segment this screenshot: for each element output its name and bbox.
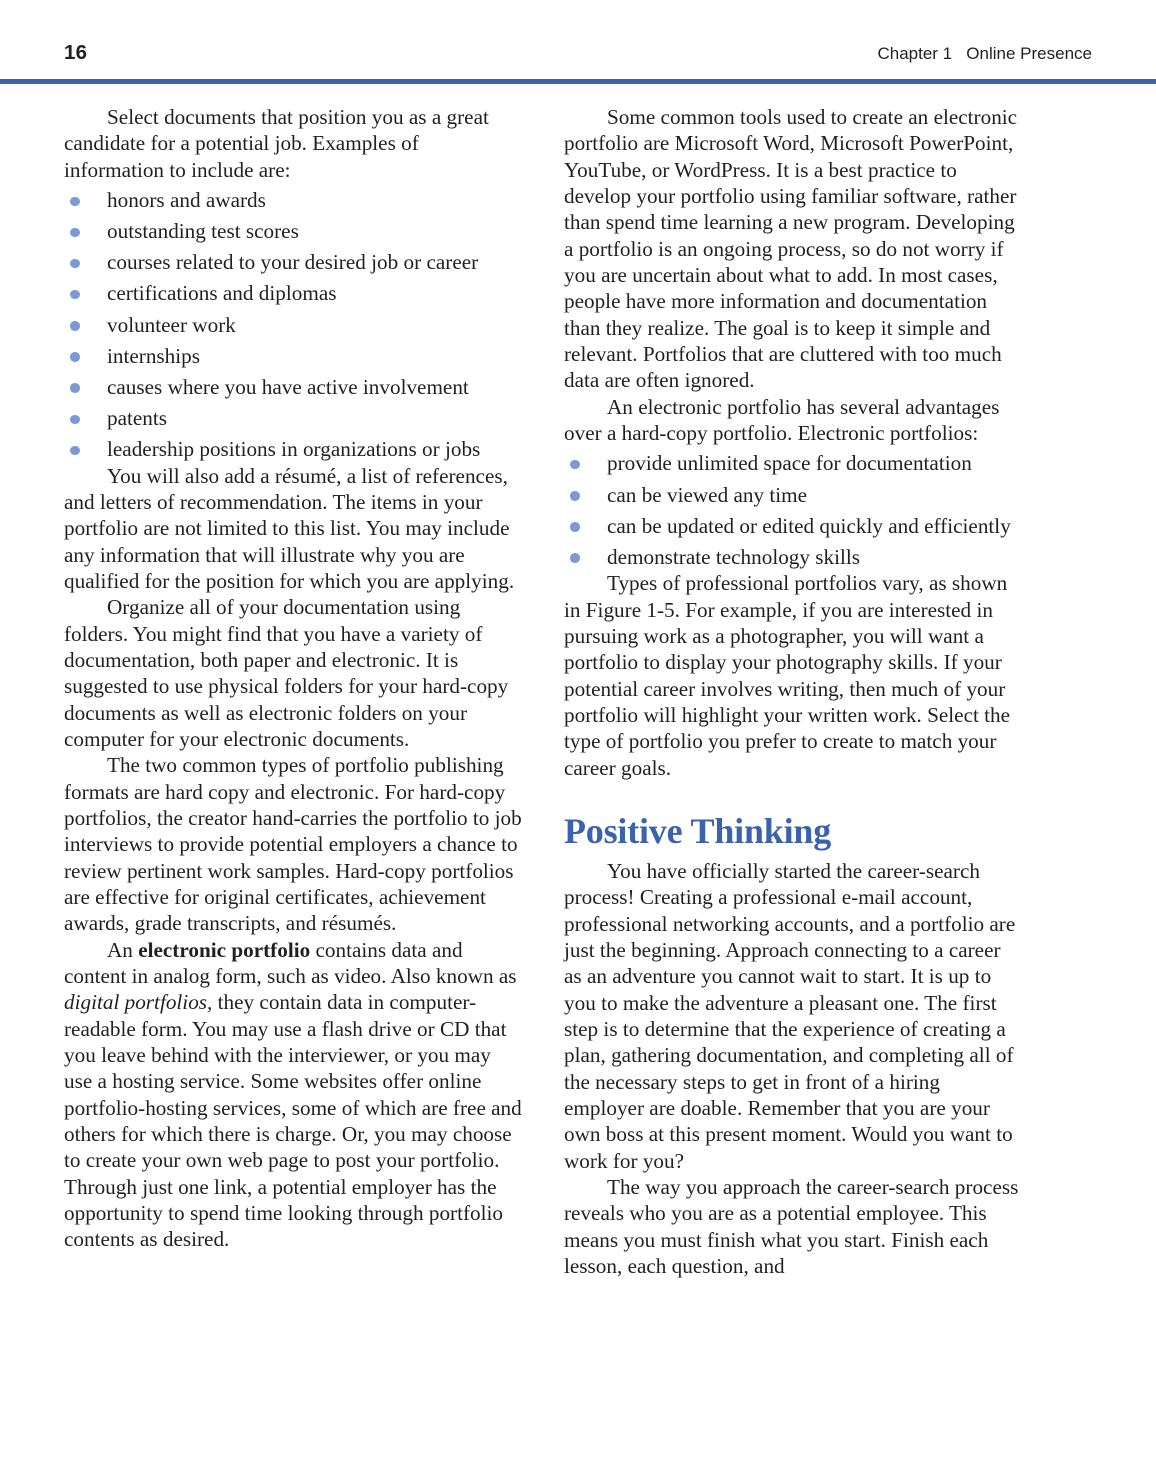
text-run: An [107, 937, 139, 962]
paragraph-electronic-portfolio [64, 937, 522, 1253]
list-item [564, 450, 1022, 476]
list-item-label: courses related to your desired job or career [107, 250, 479, 275]
bullet-icon [570, 553, 580, 563]
list-item-label: outstanding test scores [107, 219, 299, 244]
text-run: they contain data in computer-readable form. You may use a flash drive or CD that you leave behind with the interviewer, or you may use a hosting service. Some websites offer online portfolio-hosting services, some of which are free and others for which there is charge. Or, you may choose to create your own web page to post your portfolio. Through just one link, a potential employer has the opportunity to spend time looking through portfolio contents as desired. [64, 990, 522, 1252]
list-item [64, 343, 522, 369]
list-item [64, 280, 522, 306]
running-head [0, 40, 1156, 78]
list-item [64, 187, 522, 213]
list-item-label: honors and awards [107, 188, 266, 213]
list-item [64, 436, 522, 462]
list-item-label: leadership positions in organizations or jobs [107, 437, 481, 462]
list-item [564, 482, 1022, 508]
paragraph: The two common types of portfolio publishing formats are hard copy and electronic. For hard-copy portfolios, the creator hand-carries the portfolio to job interviews to provide potential employers a chance to review pertinent work samples. Hard-copy portfolios are effective for original certificates, achievement awards, grade transcripts, and résumés. [64, 753, 522, 936]
page-number: 16 [64, 41, 88, 64]
list-item [64, 374, 522, 400]
bullet-list-electronic-advantages [564, 450, 1022, 570]
bullet-icon [70, 321, 80, 331]
bullet-icon [70, 290, 80, 300]
bullet-icon [70, 383, 80, 393]
header-rule [0, 79, 1156, 84]
paragraph: You have officially started the career-search process! Creating a professional e-mail account, professional networking accounts, and a portfolio are just the beginning. Approach connecting to a career as an adventure you cannot wait to start. It is up to you to make the adventure a pleasant one. The first step is to determine that the experience of creating a plan, gathering documentation, and completing all of the necessary steps to get in front of a hiring employer are doable. Remember that you are your own boss at this present moment. Would you want to work for you? [564, 858, 1016, 1173]
list-item [64, 405, 522, 431]
running-title: Chapter 1 Online Presence [877, 44, 1092, 63]
list-item [564, 544, 1022, 570]
list-item-label: certifications and diplomas [107, 281, 337, 306]
list-item-label: causes where you have active involvement [107, 374, 469, 399]
right-column [564, 104, 1022, 1279]
list-item-label: internships [107, 343, 200, 368]
bullet-list-portfolio-items [64, 187, 522, 462]
list-item-label: demonstrate technology skills [607, 544, 861, 569]
bullet-icon [70, 352, 80, 362]
list-item-label: volunteer work [107, 312, 236, 337]
paragraph: An electronic portfolio has several advantages over a hard-copy portfolio. Electronic portfolios: [564, 394, 1000, 446]
bullet-icon [70, 197, 80, 207]
left-column [64, 104, 522, 1253]
key-term-bold: electronic portfolio [138, 937, 311, 962]
list-item [564, 513, 1022, 539]
bullet-icon [70, 446, 80, 456]
bullet-icon [70, 228, 80, 238]
paragraph: Types of professional portfolios vary, as shown in Figure 1-5. For example, if you are interested in pursuing work as a photographer, you will want a portfolio to display your photography skills. If your potential career involves writing, then much of your portfolio will highlight your written work. Select the type of portfolio you prefer to create to match your career goals. [564, 571, 1011, 780]
list-item [64, 249, 522, 275]
key-term-italic: digital portfolios, [64, 990, 213, 1015]
bullet-icon [570, 460, 580, 470]
section-heading-positive-thinking: Positive Thinking [564, 810, 832, 851]
body-columns [64, 104, 1092, 1334]
text-run: contains data and content in analog form, such as video. Also known as [64, 937, 517, 989]
paragraph: The way you approach the career-search process reveals who you are as a potential employee. This means you must finish what you start. Finish each lesson, each question, and [564, 1175, 1019, 1279]
list-item-label: provide unlimited space for documentation [607, 451, 972, 476]
bullet-icon [570, 491, 580, 501]
paragraph: Organize all of your documentation using folders. You might find that you have a variety of documentation, both paper and electronic. It is suggested to use physical folders for your hard-copy documents as well as electronic folders on your computer for your electronic documents. [64, 595, 509, 751]
list-item [64, 312, 522, 338]
bullet-icon [70, 415, 80, 425]
bullet-icon [70, 259, 80, 269]
paragraph: Some common tools used to create an electronic portfolio are Microsoft Word, Microsoft PowerPoint, YouTube, or WordPress. It is a best practice to develop your portfolio using familiar software, rather than spend time learning a new program. Developing a portfolio is an ongoing process, so do not worry if you are uncertain about what to add. In most cases, people have more information and documentation than they realize. The goal is to keep it simple and relevant. Portfolios that are cluttered with too much data are often ignored. [564, 105, 1018, 393]
paragraph: Select documents that position you as a great candidate for a potential job. Examples of information to include are: [64, 105, 489, 182]
list-item [64, 218, 522, 244]
list-item-label: can be updated or edited quickly and efficiently [607, 513, 1011, 538]
list-item-label: can be viewed any time [607, 482, 808, 507]
list-item-label: patents [107, 406, 168, 431]
paragraph: You will also add a résumé, a list of references, and letters of recommendation. The items in your portfolio are not limited to this list. You may include any information that will illustrate why you are qualified for the position for which you are applying. [64, 463, 515, 593]
bullet-icon [570, 522, 580, 532]
